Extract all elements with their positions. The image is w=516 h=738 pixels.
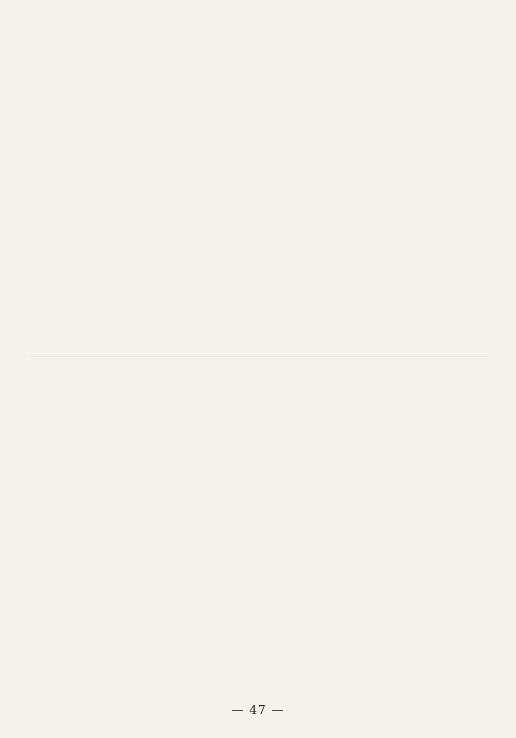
- lower-text-block: [30, 366, 488, 688]
- upper-text-block: [30, 18, 488, 350]
- page-number: — 47 —: [231, 703, 285, 717]
- tier-gap: [30, 356, 488, 357]
